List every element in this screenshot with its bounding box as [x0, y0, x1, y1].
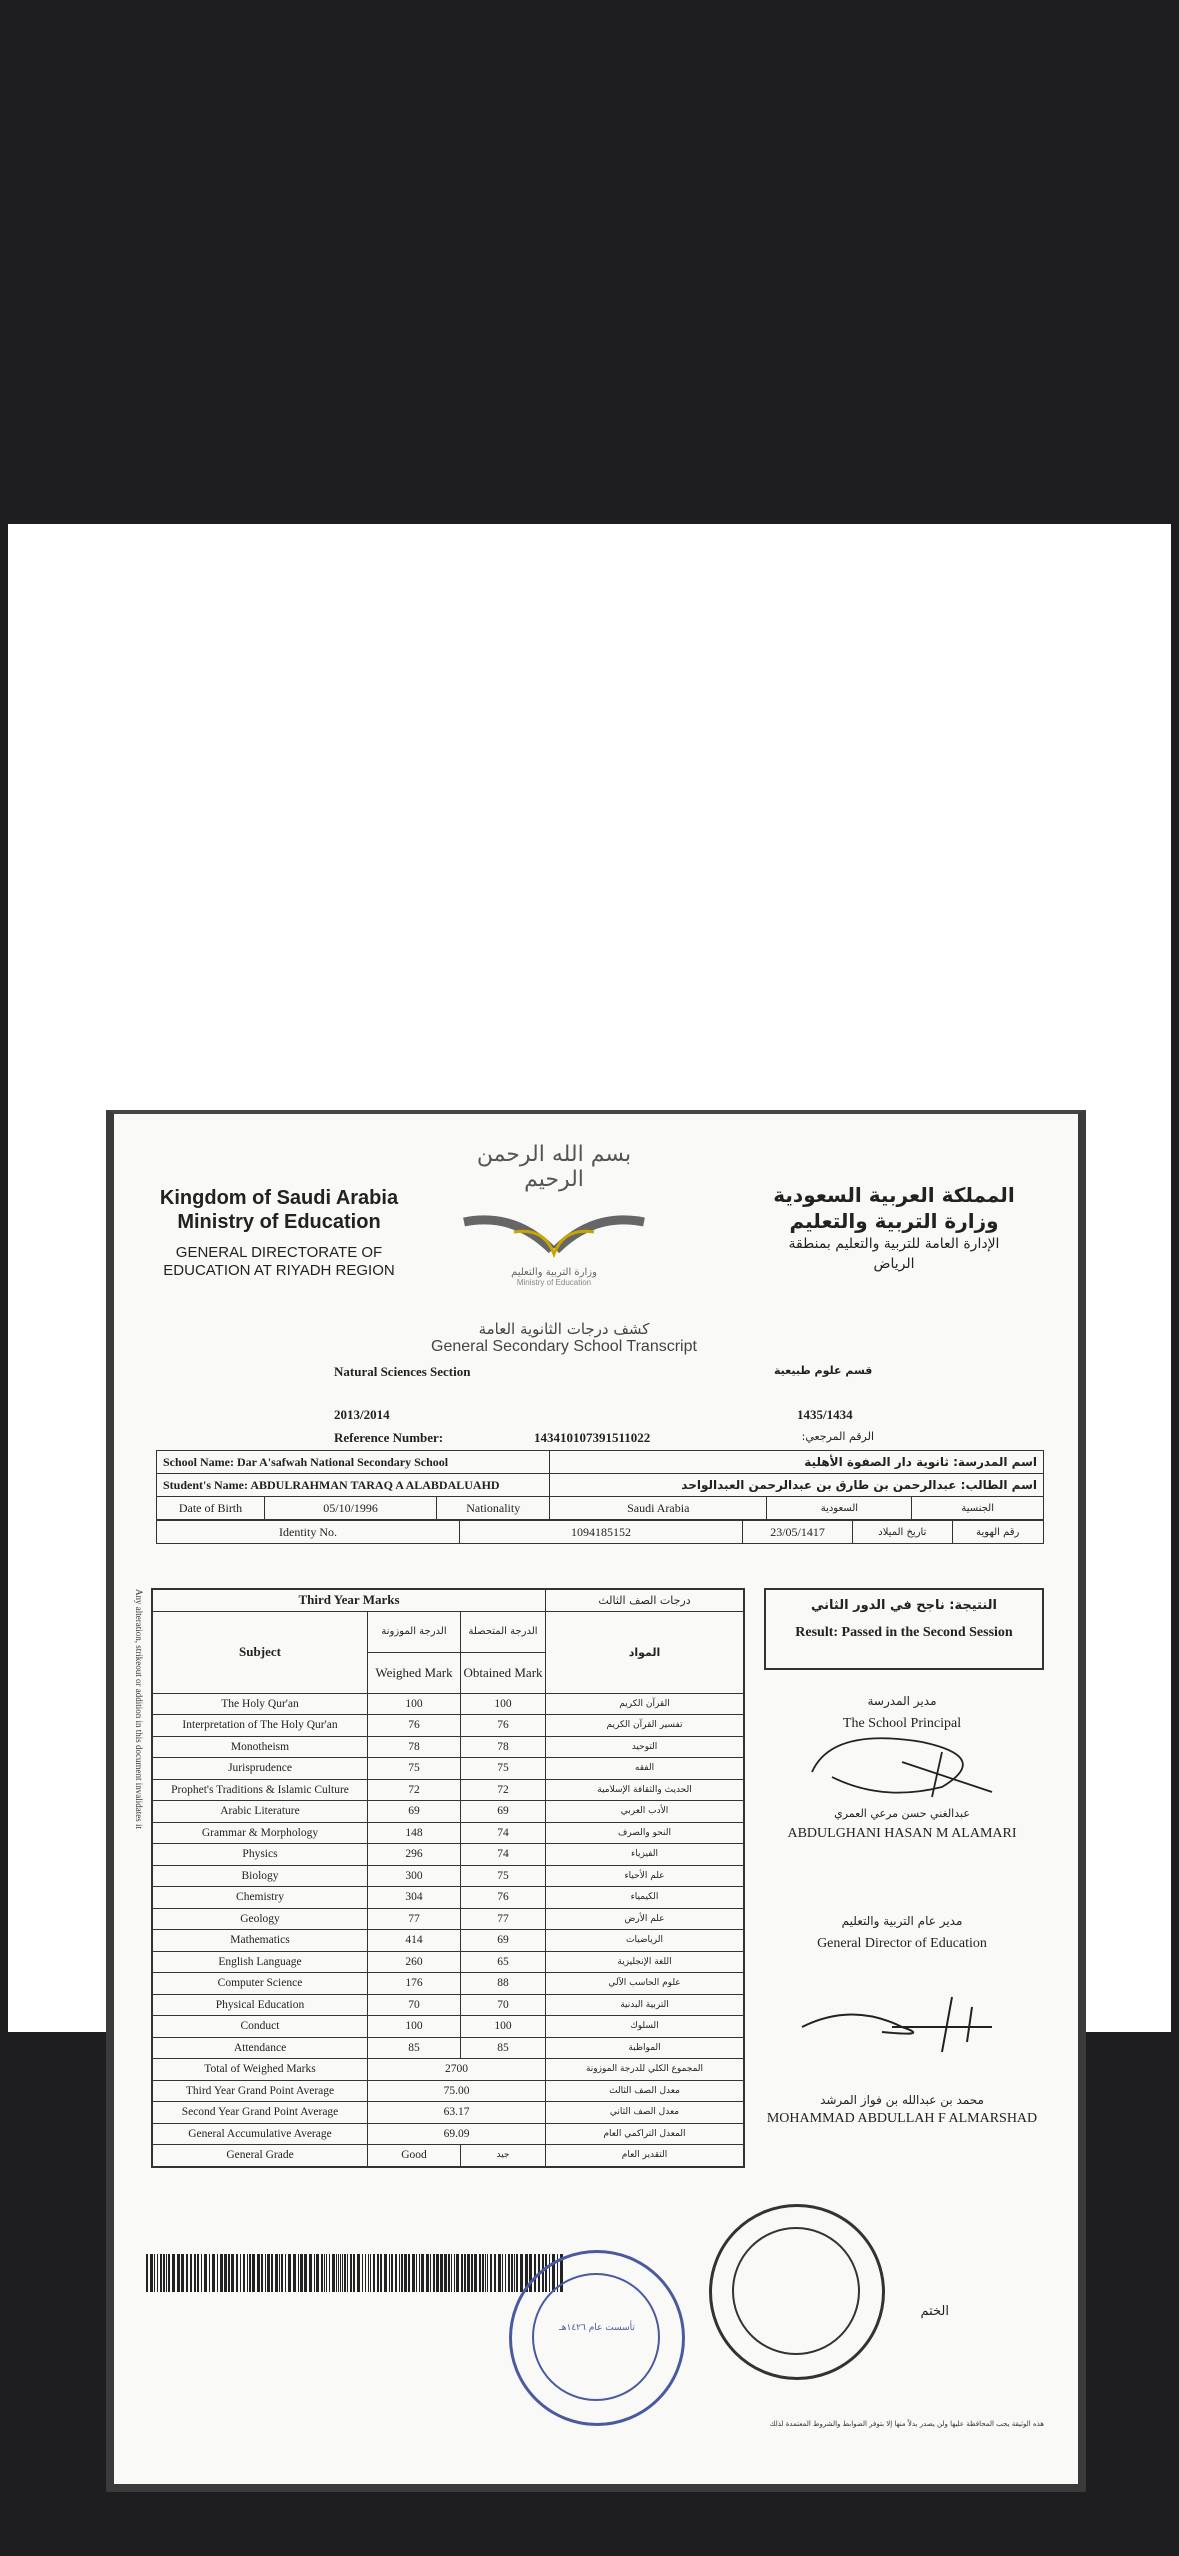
- book-logo-icon: [454, 1192, 654, 1262]
- table-row: [152, 1973, 744, 1995]
- dob-value: 05/10/1996: [265, 1497, 437, 1520]
- subject-name-ar: الكيمياء: [546, 1887, 745, 1909]
- obtained-mark: 76: [461, 1887, 546, 1909]
- school-stamp-text: تأسست عام ١٤٢٦هـ: [559, 2323, 635, 2333]
- weighed-mark: 76: [368, 1715, 461, 1737]
- result-en: Result: Passed in the Second Session: [795, 1625, 1013, 1640]
- principal-name-ar: عبدالغني حسن مرعي العمري: [834, 1807, 970, 1820]
- total-label-ar: المعدل التراكمي العام: [546, 2123, 745, 2145]
- transcript-document: [106, 1110, 1086, 2492]
- principal-signature-icon: [792, 1732, 1012, 1802]
- total-label: Second Year Grand Point Average: [152, 2102, 368, 2124]
- section-ar: قسم علوم طبيعية: [774, 1364, 873, 1377]
- logo-text-en: Ministry of Education: [516, 1278, 592, 1287]
- subject-name: The Holy Qur'an: [152, 1693, 368, 1715]
- subject-header-ar: المواد: [546, 1611, 745, 1693]
- subject-name-ar: الأدب العربي: [546, 1801, 745, 1823]
- subject-name: Monotheism: [152, 1736, 368, 1758]
- totals-row: [152, 2102, 744, 2124]
- obtained-mark: 70: [461, 1994, 546, 2016]
- weighed-mark: 148: [368, 1822, 461, 1844]
- subject-name-ar: الحديث والثقافة الإسلامية: [546, 1779, 745, 1801]
- obtained-mark: 100: [461, 1693, 546, 1715]
- total-label: General Accumulative Average: [152, 2123, 368, 2145]
- seal-label: الختم: [920, 2304, 949, 2319]
- reference-label-ar: الرقم المرجعي:: [801, 1430, 874, 1443]
- subject-name: Physics: [152, 1844, 368, 1866]
- table-row: [152, 1844, 744, 1866]
- table-row: [152, 1693, 744, 1715]
- identity-ar-label: رقم الهوية: [952, 1521, 1043, 1544]
- dob-ar-label: تاريخ الميلاد: [853, 1521, 952, 1544]
- subject-name-ar: التوحيد: [546, 1736, 745, 1758]
- subject-name-ar: التربية البدنية: [546, 1994, 745, 2016]
- subject-name: Jurisprudence: [152, 1758, 368, 1780]
- obtained-mark: 72: [461, 1779, 546, 1801]
- student-name-ar: اسم الطالب: عبدالرحمن بن طارق بن عبدالرحمن العبدالواحد: [550, 1474, 1044, 1497]
- year-gregorian: 2013/2014: [334, 1407, 390, 1422]
- directorate-ar-2: الرياض: [873, 1256, 915, 1272]
- identity-value: 1094185152: [460, 1521, 743, 1544]
- subject-name-ar: الفيزياء: [546, 1844, 745, 1866]
- total-value: 2700: [368, 2059, 546, 2081]
- principal-title-en: The School Principal: [842, 1716, 962, 1731]
- table-row: [152, 2037, 744, 2059]
- director-name-ar: محمد بن عبدالله بن فواز المرشد: [820, 2093, 984, 2107]
- subject-name-ar: اللغة الإنجليزية: [546, 1951, 745, 1973]
- weighed-mark: 100: [368, 2016, 461, 2038]
- subject-name-ar: النحو والصرف: [546, 1822, 745, 1844]
- total-value: 63.17: [368, 2102, 546, 2124]
- obtained-mark: 78: [461, 1736, 546, 1758]
- subject-name-ar: القرآن الكريم: [546, 1693, 745, 1715]
- total-value: 69.09: [368, 2123, 546, 2145]
- table-row: [152, 1758, 744, 1780]
- subject-name: Interpretation of The Holy Qur'an: [152, 1715, 368, 1737]
- header-en: [154, 1186, 404, 1280]
- weighed-mark: 260: [368, 1951, 461, 1973]
- total-label-ar: معدل الصف الثالث: [546, 2080, 745, 2102]
- transcript-title: [414, 1320, 714, 1356]
- nationality-ar-label: الجنسية: [912, 1497, 1044, 1520]
- weighed-mark: 70: [368, 1994, 461, 2016]
- identity-label: Identity No.: [157, 1521, 460, 1544]
- bottom-note: هذه الوثيقة يجب المحافظة عليها ولن يصدر بدلاً منها إلا بتوفر الضوابط والشروط المعتمدة لذلك: [769, 2420, 1044, 2428]
- subject-name-ar: تفسير القرآن الكريم: [546, 1715, 745, 1737]
- school-stamp-icon: [509, 2250, 685, 2426]
- nationality-value: Saudi Arabia: [550, 1497, 767, 1520]
- obtained-mark: 75: [461, 1865, 546, 1887]
- student-info-table: [156, 1450, 1044, 1520]
- weighed-mark: 77: [368, 1908, 461, 1930]
- school-name-ar: اسم المدرسة: ثانوية دار الصفوة الأهلية: [550, 1451, 1044, 1474]
- obtained-mark: 75: [461, 1758, 546, 1780]
- directorate-stamp-icon: [709, 2204, 885, 2380]
- table-row: [152, 1822, 744, 1844]
- dob-hijri: 23/05/1417: [743, 1521, 853, 1544]
- marks-title-en: Third Year Marks: [152, 1589, 546, 1611]
- reference-label: Reference Number:: [334, 1430, 444, 1445]
- obtained-mark: 85: [461, 2037, 546, 2059]
- subject-name: Attendance: [152, 2037, 368, 2059]
- total-label-ar: معدل الصف الثاني: [546, 2102, 745, 2124]
- subject-name: English Language: [152, 1951, 368, 1973]
- grade-label: General Grade: [152, 2145, 368, 2167]
- subject-name-ar: علم الأحياء: [546, 1865, 745, 1887]
- weighed-mark: 300: [368, 1865, 461, 1887]
- obtained-header: Obtained Mark: [461, 1652, 546, 1693]
- result-box: [764, 1588, 1044, 1670]
- ministry-logo: [454, 1142, 654, 1287]
- photo-background: [8, 524, 1171, 2428]
- ministry-ar: وزارة التربية والتعليم: [789, 1209, 999, 1233]
- weighed-mark: 100: [368, 1693, 461, 1715]
- subject-name: Biology: [152, 1865, 368, 1887]
- obtained-mark: 77: [461, 1908, 546, 1930]
- weighed-header: Weighed Mark: [368, 1652, 461, 1693]
- table-row: [152, 1887, 744, 1909]
- obtained-mark: 65: [461, 1951, 546, 1973]
- ministry-en: Ministry of Education: [177, 1211, 381, 1233]
- table-row: [152, 1994, 744, 2016]
- totals-row: [152, 2123, 744, 2145]
- directorate-en-1: GENERAL DIRECTORATE OF: [175, 1244, 383, 1261]
- weighed-mark: 176: [368, 1973, 461, 1995]
- subject-name: Conduct: [152, 2016, 368, 2038]
- obtained-mark: 74: [461, 1822, 546, 1844]
- grade-label-ar: التقدير العام: [546, 2145, 745, 2167]
- weighed-mark: 414: [368, 1930, 461, 1952]
- obtained-mark: 76: [461, 1715, 546, 1737]
- weighed-header-ar: الدرجة الموزونة: [368, 1611, 461, 1652]
- obtained-header-ar: الدرجة المتحصلة: [461, 1611, 546, 1652]
- subject-name: Geology: [152, 1908, 368, 1930]
- obtained-mark: 74: [461, 1844, 546, 1866]
- weighed-mark: 304: [368, 1887, 461, 1909]
- side-note: Any alteration, strikeout or addition in this document invalidates it: [134, 1589, 144, 1829]
- totals-row: [152, 2080, 744, 2102]
- obtained-mark: 69: [461, 1930, 546, 1952]
- subject-name: Computer Science: [152, 1973, 368, 1995]
- marks-table: [151, 1588, 745, 2168]
- subject-header: Subject: [152, 1611, 368, 1693]
- director-block: [764, 1914, 1040, 2127]
- subject-name-ar: علم الأرض: [546, 1908, 745, 1930]
- totals-row: [152, 2059, 744, 2081]
- dob-label: Date of Birth: [157, 1497, 265, 1520]
- table-row: [152, 2016, 744, 2038]
- basmala: بسم الله الرحمن الرحيم: [476, 1142, 632, 1192]
- section-en: Natural Sciences Section: [334, 1364, 471, 1379]
- table-row: [152, 1715, 744, 1737]
- subject-name: Prophet's Traditions & Islamic Culture: [152, 1779, 368, 1801]
- table-row: [152, 1801, 744, 1823]
- weighed-mark: 75: [368, 1758, 461, 1780]
- subject-name-ar: الرياضيات: [546, 1930, 745, 1952]
- principal-block: [764, 1694, 1040, 1842]
- reference-number: 143410107391511022: [534, 1430, 651, 1445]
- nationality-label: Nationality: [437, 1497, 550, 1520]
- subject-name-ar: الفقه: [546, 1758, 745, 1780]
- marks-title-ar: درجات الصف الثالث: [546, 1589, 745, 1611]
- barcode-icon: [146, 2254, 566, 2294]
- table-row: [152, 1930, 744, 1952]
- weighed-mark: 296: [368, 1844, 461, 1866]
- country-ar: المملكة العربية السعودية: [773, 1183, 1015, 1207]
- table-row: [152, 1736, 744, 1758]
- total-label-ar: المجموع الكلي للدرجة الموزونة: [546, 2059, 745, 2081]
- subject-name: Mathematics: [152, 1930, 368, 1952]
- director-signature-icon: [792, 1982, 1012, 2072]
- subject-name: Arabic Literature: [152, 1801, 368, 1823]
- total-label: Total of Weighed Marks: [152, 2059, 368, 2081]
- director-title-ar: مدير عام التربية والتعليم: [841, 1914, 963, 1928]
- grade-en: Good: [368, 2145, 461, 2167]
- director-name-en: MOHAMMAD ABDULLAH F ALMARSHAD: [766, 2111, 1038, 2126]
- title-ar: كشف درجات الثانوية العامة: [478, 1320, 650, 1338]
- logo-text-ar: وزارة التربية والتعليم: [511, 1267, 597, 1278]
- year-hijri: 1435/1434: [797, 1407, 853, 1422]
- weighed-mark: 78: [368, 1736, 461, 1758]
- weighed-mark: 69: [368, 1801, 461, 1823]
- grade-ar: جيد: [461, 2145, 546, 2167]
- total-label: Third Year Grand Point Average: [152, 2080, 368, 2102]
- student-name-en: Student's Name: ABDULRAHMAN TARAQ A ALABDALUAHD: [157, 1474, 550, 1497]
- header-ar: [764, 1182, 1024, 1274]
- title-en: General Secondary School Transcript: [431, 1338, 697, 1355]
- country-en: Kingdom of Saudi Arabia: [159, 1187, 399, 1209]
- subject-name: Physical Education: [152, 1994, 368, 2016]
- total-value: 75.00: [368, 2080, 546, 2102]
- subject-name: Chemistry: [152, 1887, 368, 1909]
- principal-title-ar: مدير المدرسة: [867, 1694, 937, 1708]
- obtained-mark: 88: [461, 1973, 546, 1995]
- result-ar: النتيجة: ناجح في الدور الثاني: [811, 1598, 997, 1613]
- director-title-en: General Director of Education: [817, 1936, 987, 1951]
- obtained-mark: 100: [461, 2016, 546, 2038]
- identity-row: [156, 1520, 1044, 1544]
- school-name-en: School Name: Dar A'safwah National Secondary School: [157, 1451, 550, 1474]
- nationality-ar-value: السعودية: [767, 1497, 912, 1520]
- subject-name-ar: المواظبة: [546, 2037, 745, 2059]
- subject-name-ar: السلوك: [546, 2016, 745, 2038]
- subject-name: Grammar & Morphology: [152, 1822, 368, 1844]
- table-row: [152, 1779, 744, 1801]
- directorate-en-2: EDUCATION AT RIYADH REGION: [163, 1262, 395, 1279]
- table-row: [152, 1908, 744, 1930]
- table-row: [152, 1865, 744, 1887]
- principal-name-en: ABDULGHANI HASAN M ALAMARI: [787, 1826, 1017, 1841]
- obtained-mark: 69: [461, 1801, 546, 1823]
- table-row: [152, 1951, 744, 1973]
- subject-name-ar: علوم الحاسب الآلي: [546, 1973, 745, 1995]
- directorate-ar-1: الإدارة العامة للتربية والتعليم بمنطقة: [788, 1236, 1000, 1252]
- weighed-mark: 85: [368, 2037, 461, 2059]
- weighed-mark: 72: [368, 1779, 461, 1801]
